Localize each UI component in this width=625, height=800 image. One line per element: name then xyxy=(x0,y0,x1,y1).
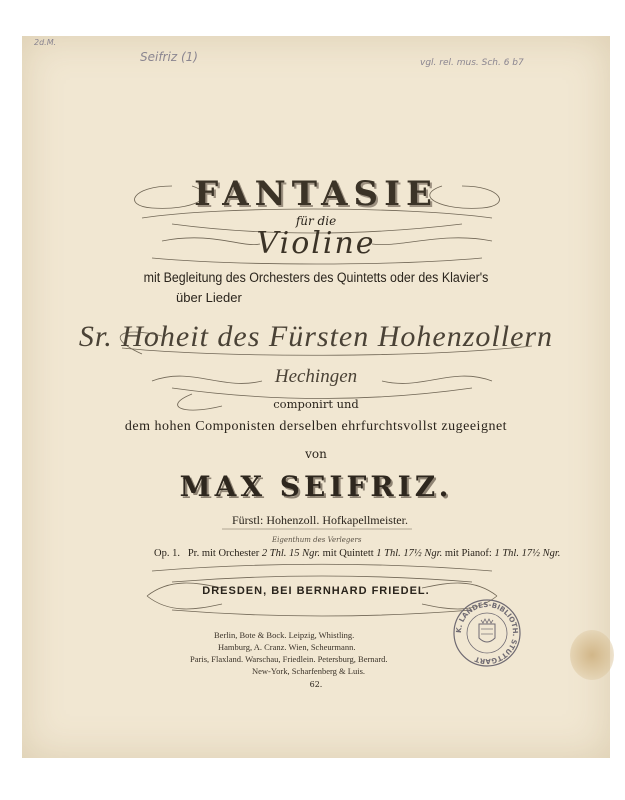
accompaniment-line: mit Begleitung des Orchesters des Quintetts oder des Klavier's xyxy=(143,270,489,285)
componirt-line: componirt und xyxy=(273,397,359,411)
svg-text:K. LANDES-BIBLIOTH. STUTTGART: K. LANDES-BIBLIOTH. STUTTGART xyxy=(454,600,520,666)
eigenthum-note: Eigenthum des Verlegers xyxy=(272,536,362,544)
publisher-line: DRESDEN, BEI BERNHARD FRIEDEL. xyxy=(202,585,430,597)
catalog-note-right: vgl. rel. mus. Sch. 6 b7 xyxy=(420,58,524,68)
instrument: Violine xyxy=(256,226,376,261)
composer-title: Fürstl: Hohenzoll. Hofkapellmeister. xyxy=(232,513,408,527)
agents-row-2: Hamburg, A. Cranz. Wien, Scheurmann. xyxy=(218,642,356,652)
pianof-price: 1 Thl. 17½ Ngr. xyxy=(494,548,561,559)
patron-line: Sr. Hoheit des Fürsten Hohenzollern xyxy=(78,320,554,353)
agents-row-3: Paris, Flaxland. Warschau, Friedlein. Petersburg, Bernard. xyxy=(190,654,388,664)
library-stamp xyxy=(452,598,522,668)
quintett-price: 1 Thl. 17½ Ngr. xyxy=(376,548,443,559)
composer-name: MAX SEIFRIZ. xyxy=(179,470,453,503)
title-page xyxy=(22,36,610,758)
catalog-signature: Seifriz (1) xyxy=(140,50,198,64)
catalog-note-left: 2d.M. xyxy=(34,38,57,47)
paper-stain xyxy=(570,630,614,680)
place-hechingen: Hechingen xyxy=(274,366,358,387)
agents-row-1: Berlin, Bote & Bock. Leipzig, Whistling. xyxy=(214,630,355,640)
pianof-label: mit Pianof: xyxy=(444,548,492,559)
opus-price-line xyxy=(154,548,560,559)
opus-number: Op. 1. xyxy=(154,548,180,559)
von-line: von xyxy=(305,447,327,461)
title: FANTASIE xyxy=(194,174,438,214)
plate-number: 62. xyxy=(309,680,323,689)
orchester-price: 2 Thl. 15 Ngr. xyxy=(261,548,320,559)
subtitle-fuer-die: für die xyxy=(295,214,337,228)
orchester-label: Pr. mit Orchester xyxy=(187,548,260,559)
dedication-line: dem hohen Componisten derselben ehrfurchtsvollst zugeeignet xyxy=(124,419,508,434)
agents-row-4: New-York, Scharfenberg & Luis. xyxy=(252,666,366,676)
quintett-label: mit Quintett xyxy=(322,548,374,559)
calligraphic-flourishes xyxy=(22,36,610,676)
ueber-lieder: über Lieder xyxy=(176,290,242,305)
